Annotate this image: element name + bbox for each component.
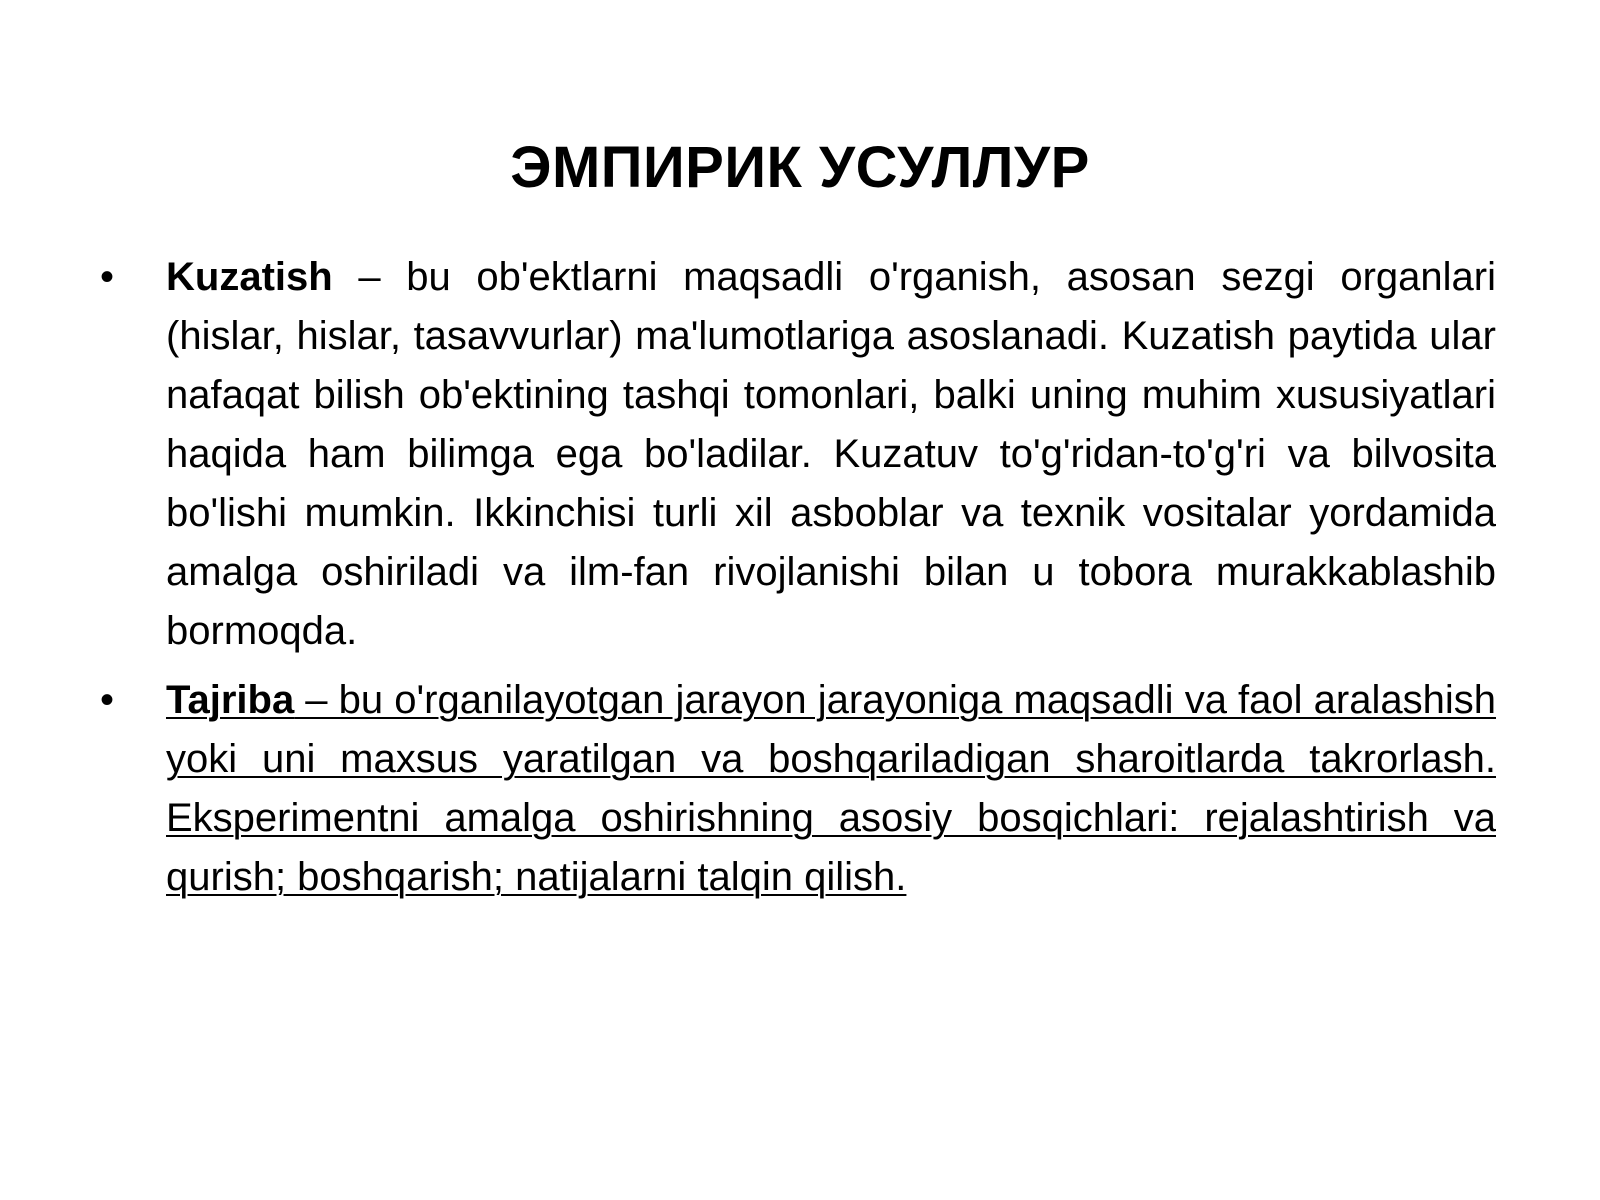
bullet-text: – bu o'rganilayotgan jarayon jarayoniga maqsadli va faol aralashish yoki uni maxsus yaratilgan va boshqariladigan sharoitlarda takrorlash. Eksperimentni amalga oshirishning asosiy bosqichlari: rejalashtirish va qurish; boshqarish; natijalarni talqin qilish. [166,678,1496,899]
bullet-marker: • [100,678,115,722]
bullet-list [100,248,1496,917]
bullet-term: Kuzatish [166,255,333,299]
slide-title: ЭМПИРИК УСУЛЛУР [510,135,1090,200]
bullet-item-kuzatish [100,248,1496,661]
bullet-marker: • [100,255,115,299]
bullet-item-tajriba [100,671,1496,907]
bullet-term: Tajriba [166,678,295,722]
bullet-underlined-paragraph [166,678,1496,899]
bullet-text: – bu ob'ektlarni maqsadli o'rganish, asosan sezgi organlari (hislar, hislar, tasavvurlar) ma'lumotlariga asoslanadi. Kuzatish paytida ular nafaqat bilish ob'ektining tashqi tomonlari, balki uning muhim xususiyatlari haqida ham bilimga ega bo'ladilar. Kuzatuv to'g'ridan-to'g'ri va bilvosita bo'lishi mumkin. Ikkinchisi turli xil asboblar va texnik vositalar yordamida amalga oshiriladi va ilm-fan rivojlanishi bilan u tobora murakkablashib bormoqda. [166,255,1496,653]
